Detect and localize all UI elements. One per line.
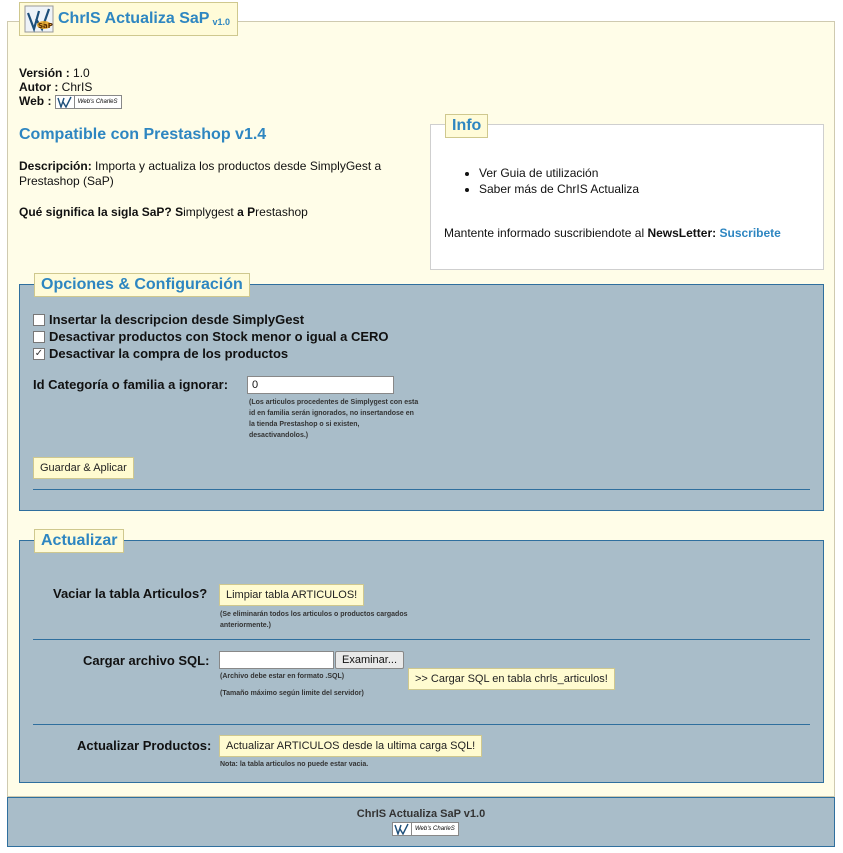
- info-box: [430, 117, 824, 270]
- author-label: Autor :: [19, 80, 59, 94]
- update-legend: Actualizar: [34, 529, 124, 553]
- checkbox-disable-purchase[interactable]: ✓: [34, 347, 44, 359]
- empty-table-button[interactable]: Limpiar tabla ARTICULOS!: [219, 584, 364, 606]
- svg-text:SaP: SaP: [38, 22, 53, 30]
- footer-title: ChrIS Actualiza SaP v1.0: [356, 808, 486, 820]
- empty-table-label: Vaciar la tabla Articulos?: [53, 586, 208, 601]
- newsletter-bold: NewsLetter:: [647, 226, 717, 240]
- description-text: Importa y actualiza los productos desde SimplyGest a Prestashop (SaP): [19, 159, 382, 188]
- more-info-link[interactable]: • Saber más de ChrIS Actualiza: [479, 181, 639, 197]
- app-title-tab: [19, 2, 238, 36]
- option-disable-purchase-label: Desactivar la compra de los productos: [49, 346, 289, 361]
- version-value: 1.0: [73, 66, 90, 80]
- version-label: Versión :: [19, 66, 70, 80]
- option-disable-purchase[interactable]: [33, 346, 288, 361]
- sigla-s: S: [175, 205, 184, 219]
- option-insert-description-label: Insertar la descripcion desde SimplyGest: [49, 312, 305, 327]
- subscribe-link[interactable]: Suscribete: [719, 226, 781, 240]
- option-insert-description[interactable]: [33, 312, 304, 327]
- options-panel: [19, 276, 824, 511]
- compat-heading: Compatible con Prestashop v1.4: [19, 126, 267, 143]
- checkbox-disable-zero-stock[interactable]: [33, 331, 45, 343]
- checkbox-insert-description[interactable]: [33, 314, 45, 326]
- sql-format-note: (Archivo debe estar en formato .SQL): [220, 673, 345, 680]
- update-separator-1: [33, 639, 810, 640]
- update-separator-2: [33, 724, 810, 725]
- author-value: ChrIS: [61, 80, 93, 94]
- sigla-p: P: [247, 205, 256, 219]
- options-legend: Opciones & Configuración: [34, 273, 250, 297]
- info-links: [479, 165, 639, 197]
- ignore-category-label: Id Categoría o familia a ignorar:: [33, 377, 229, 392]
- browse-button[interactable]: Examinar...: [335, 651, 404, 669]
- update-products-note: Nota: la tabla articulos no puede estar vacia.: [220, 761, 369, 768]
- sql-file-label: Cargar archivo SQL:: [83, 653, 210, 668]
- footer: [7, 797, 835, 847]
- empty-table-note: (Se eliminarán todos los articulos o productos cargados anteriormente.): [220, 611, 408, 629]
- update-panel: [19, 532, 824, 783]
- newsletter-text: Mantente informado suscribiendote al: [444, 226, 648, 240]
- load-sql-button[interactable]: >> Cargar SQL en tabla chrls_articulos!: [408, 668, 615, 690]
- update-products-label: Actualizar Productos:: [77, 738, 212, 753]
- option-disable-zero-stock-label: Desactivar productos con Stock menor o igual a CERO: [49, 329, 389, 344]
- save-apply-button[interactable]: Guardar & Aplicar: [33, 457, 134, 479]
- guide-link[interactable]: • Ver Guia de utilización: [479, 165, 639, 181]
- web-logo-icon: [56, 96, 75, 108]
- options-separator: [33, 489, 810, 490]
- ignore-category-note: (Los articulos procedentes de Simplygest con esta id en familia serán ignorados, no insertandose en la tienda Prestashop o si existen, desactivandolos.): [249, 399, 419, 439]
- logo-icon: [24, 5, 54, 33]
- newsletter-line: [444, 226, 781, 240]
- sigla-a: a: [237, 205, 244, 219]
- web-badge-text: Web's CharleS: [77, 98, 118, 105]
- footer-badge-text: Web's CharleS: [415, 826, 455, 832]
- web-badge-link[interactable]: [55, 95, 122, 109]
- description-label: Descripción:: [19, 159, 92, 173]
- update-products-button[interactable]: Actualizar ARTICULOS desde la ultima carga SQL!: [219, 735, 482, 757]
- sigla-question: Qué significa la sigla SaP?: [19, 205, 172, 219]
- module-meta: [19, 66, 122, 109]
- ignore-category-input[interactable]: 0: [247, 376, 394, 394]
- sql-size-note: (Tamaño máximo según limite del servidor): [220, 690, 364, 697]
- sql-file-input[interactable]: [219, 651, 334, 669]
- footer-logo-icon: [393, 823, 412, 835]
- app-title: ChrIS Actualiza SaP: [58, 10, 210, 27]
- option-disable-zero-stock[interactable]: [33, 329, 389, 344]
- sigla-s-rest: implygest: [183, 205, 238, 219]
- app-version: v1.0: [212, 17, 230, 27]
- sigla-explanation: [19, 205, 308, 219]
- description: [19, 159, 399, 189]
- info-legend: Info: [445, 114, 488, 138]
- footer-badge-link[interactable]: [392, 822, 459, 836]
- sigla-p-rest: restashop: [255, 205, 308, 219]
- web-label: Web :: [19, 94, 52, 108]
